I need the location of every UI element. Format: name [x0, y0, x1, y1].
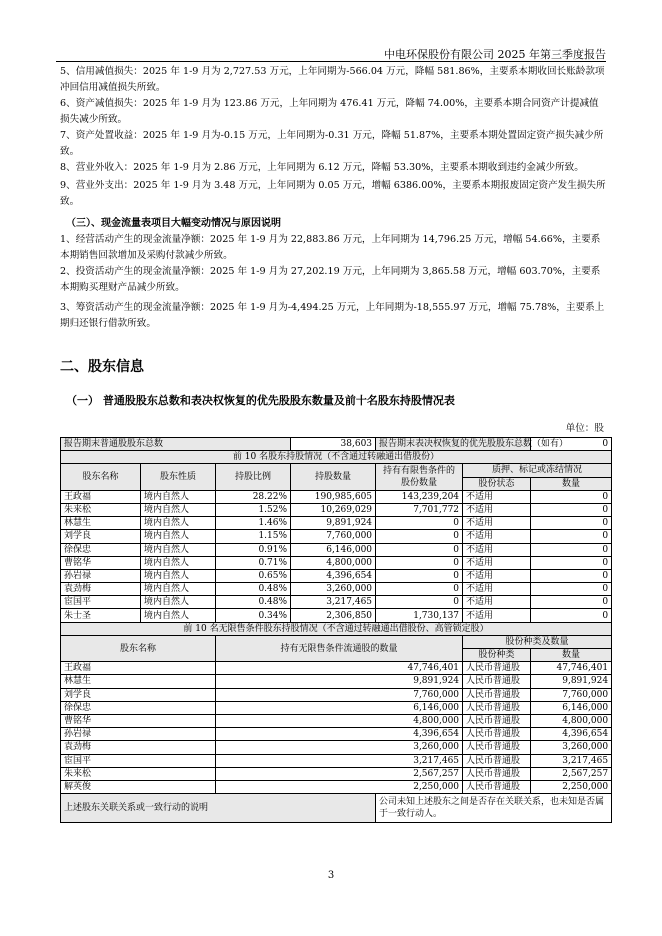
table-row [61, 714, 612, 727]
paragraph-investing-cashflow: 2、投资活动产生的现金流量净额：2025 年 1-9 月为 27,202.19 万元，上年同期为 3,865.58 万元，增幅 603.70%，主要系本期购买理财产品减少所致。 [60, 266, 601, 293]
paragraph-nonop-expense: 9、营业外支出：2025 年 1-9 月为 3.48 万元，上年同期为 0.05 万元，增幅 6386.00%，主要系本期报废固定资产发生损失所致。 [60, 180, 606, 207]
holder-share-type: 人民币普通股 [463, 741, 531, 754]
holder-share-type: 人民币普通股 [463, 675, 531, 688]
shareholder-count: 0 [531, 503, 612, 516]
shareholder-name: 袁劲梅 [61, 583, 141, 596]
shareholder-count: 0 [531, 530, 612, 543]
holder-count: 3,217,465 [531, 754, 612, 767]
shareholder-status: 不适用 [463, 609, 531, 622]
shareholder-restricted: 7,701,772 [376, 503, 463, 516]
holder-count: 2,567,257 [531, 767, 612, 780]
table-row [61, 583, 612, 596]
shareholder-count: 0 [531, 569, 612, 582]
shareholder-status: 不适用 [463, 583, 531, 596]
holder-share-type: 人民币普通股 [463, 688, 531, 701]
shareholder-name: 刘学良 [61, 530, 141, 543]
header2-type: 股份种类 [463, 649, 531, 662]
table-row [61, 754, 612, 767]
holder-quantity: 47,746,401 [216, 662, 463, 675]
holder-quantity: 9,891,924 [216, 675, 463, 688]
shareholder-ratio: 1.15% [216, 530, 291, 543]
shareholder-count: 0 [531, 596, 612, 609]
table-row [61, 530, 612, 543]
table-row [61, 728, 612, 741]
relation-row [61, 794, 612, 823]
holder-share-type: 人民币普通股 [463, 780, 531, 793]
holder-name: 宦国平 [61, 754, 216, 767]
holder-name: 朱来松 [61, 767, 216, 780]
holder-count: 4,396,654 [531, 728, 612, 741]
shareholders-table [60, 437, 612, 823]
holder-quantity: 3,217,465 [216, 754, 463, 767]
section-subtitle: （一） 普通股股东总数和表决权恢复的优先股股东数量及前十名股东持股情况表 [66, 394, 455, 407]
pref-holders-value: 0 [531, 438, 612, 451]
shareholder-quantity: 9,891,924 [291, 517, 376, 530]
shareholder-ratio: 0.65% [216, 569, 291, 582]
header-count: 数量 [531, 477, 612, 490]
shareholder-nature: 境内自然人 [141, 503, 216, 516]
holder-quantity: 3,260,000 [216, 741, 463, 754]
table-row [61, 609, 612, 622]
shareholder-restricted: 0 [376, 556, 463, 569]
header-status: 股份状态 [463, 477, 531, 490]
holder-name: 袁劲梅 [61, 741, 216, 754]
shareholder-name: 林慧生 [61, 517, 141, 530]
holder-name: 孙岩禄 [61, 728, 216, 741]
holder-name: 徐保忠 [61, 701, 216, 714]
unrestricted-title: 前 10 名无限售条件股东持股情况（不含通过转融通出借股份、高管锁定股） [61, 622, 612, 635]
summary-row [61, 438, 612, 451]
shareholder-quantity: 4,396,654 [291, 569, 376, 582]
holder-quantity: 4,396,654 [216, 728, 463, 741]
shareholder-name: 曹铭华 [61, 556, 141, 569]
shareholder-status: 不适用 [463, 530, 531, 543]
holder-share-type: 人民币普通股 [463, 767, 531, 780]
shareholder-name: 朱来松 [61, 503, 141, 516]
header-restricted: 持有有限售条件的股份数量 [376, 464, 463, 490]
shareholder-status: 不适用 [463, 517, 531, 530]
shareholder-count: 0 [531, 517, 612, 530]
shareholder-name: 王政福 [61, 490, 141, 503]
holder-quantity: 7,760,000 [216, 688, 463, 701]
table-row [61, 701, 612, 714]
table-row [61, 767, 612, 780]
shareholder-ratio: 0.48% [216, 596, 291, 609]
shareholder-status: 不适用 [463, 490, 531, 503]
shareholder-count: 0 [531, 609, 612, 622]
table-row [61, 675, 612, 688]
header-pledge: 质押、标记或冻结情况 [463, 464, 612, 477]
table-row [61, 688, 612, 701]
shareholder-restricted: 0 [376, 596, 463, 609]
header-name: 股东名称 [61, 464, 141, 490]
holder-quantity: 2,567,257 [216, 767, 463, 780]
holder-count: 9,891,924 [531, 675, 612, 688]
shareholder-count: 0 [531, 543, 612, 556]
shareholder-count: 0 [531, 490, 612, 503]
paragraph-nonop-income: 8、营业外收入：2025 年 1-9 月为 2.86 万元，上年同期为 6.12 万元，降幅 53.30%，主要系本期收到违约金减少所致。 [60, 162, 584, 173]
header-nature: 股东性质 [141, 464, 216, 490]
holder-share-type: 人民币普通股 [463, 701, 531, 714]
header2-quantity: 持有无限售条件流通股的数量 [216, 635, 463, 661]
header2-count: 数量 [531, 649, 612, 662]
shareholder-restricted: 143,239,204 [376, 490, 463, 503]
shareholder-nature: 境内自然人 [141, 569, 216, 582]
table-row [61, 662, 612, 675]
shareholder-ratio: 0.48% [216, 583, 291, 596]
shareholder-count: 0 [531, 556, 612, 569]
table-row [61, 741, 612, 754]
shareholder-restricted: 0 [376, 530, 463, 543]
holder-count: 7,760,000 [531, 688, 612, 701]
shareholder-ratio: 1.46% [216, 517, 291, 530]
page-header: 中电环保股份有限公司 2025 年第三季度报告 [384, 48, 606, 61]
paragraph-operating-cashflow: 1、经营活动产生的现金流量净额：2025 年 1-9 月为 22,883.86 万元，上年同期为 14,796.25 万元，增幅 54.66%，主要系本期销售回款增加及采购付款减少所致。 [60, 234, 601, 261]
holder-quantity: 2,250,000 [216, 780, 463, 793]
holder-name: 王政福 [61, 662, 216, 675]
shareholder-ratio: 1.52% [216, 503, 291, 516]
shareholder-nature: 境内自然人 [141, 517, 216, 530]
shareholder-nature: 境内自然人 [141, 543, 216, 556]
table-row [61, 780, 612, 793]
holder-quantity: 4,800,000 [216, 714, 463, 727]
header2-type-group: 股份种类及数量 [463, 635, 612, 648]
table-row [61, 490, 612, 503]
shareholder-quantity: 2,306,850 [291, 609, 376, 622]
shareholder-quantity: 7,760,000 [291, 530, 376, 543]
top10-title: 前 10 名股东持股情况（不含通过转融通出借股份） [61, 451, 612, 464]
shareholder-restricted: 0 [376, 517, 463, 530]
shareholder-ratio: 28.22% [216, 490, 291, 503]
shareholder-quantity: 3,217,465 [291, 596, 376, 609]
shareholder-quantity: 4,800,000 [291, 556, 376, 569]
holder-name: 解英俊 [61, 780, 216, 793]
shareholder-restricted: 0 [376, 569, 463, 582]
shareholder-nature: 境内自然人 [141, 609, 216, 622]
shareholder-count: 0 [531, 583, 612, 596]
shareholder-quantity: 190,985,605 [291, 490, 376, 503]
pref-holders-label: 报告期末表决权恢复的优先股股东总数（如有） [376, 438, 531, 451]
holder-quantity: 6,146,000 [216, 701, 463, 714]
paragraph-asset-impairment: 6、资产减值损失：2025 年 1-9 月为 123.86 万元，上年同期为 476.41 万元，降幅 74.00%，主要系本期合同资产计提减值损失减少所致。 [60, 98, 599, 125]
holder-share-type: 人民币普通股 [463, 754, 531, 767]
shareholder-nature: 境内自然人 [141, 490, 216, 503]
header-quantity: 持股数量 [291, 464, 376, 490]
shareholder-nature: 境内自然人 [141, 596, 216, 609]
shareholder-quantity: 3,260,000 [291, 583, 376, 596]
shareholder-status: 不适用 [463, 596, 531, 609]
total-holders-label: 报告期末普通股股东总数 [61, 438, 291, 451]
table-row [61, 543, 612, 556]
holder-count: 3,260,000 [531, 741, 612, 754]
shareholder-name: 孙岩禄 [61, 569, 141, 582]
holder-count: 47,746,401 [531, 662, 612, 675]
holder-count: 4,800,000 [531, 714, 612, 727]
shareholder-name: 徐保忠 [61, 543, 141, 556]
holder-share-type: 人民币普通股 [463, 662, 531, 675]
header-rule [56, 61, 606, 62]
table-row [61, 556, 612, 569]
shareholder-quantity: 6,146,000 [291, 543, 376, 556]
table-row [61, 503, 612, 516]
paragraph-financing-cashflow: 3、筹资活动产生的现金流量净额：2025 年 1-9 月为-4,494.25 万元，上年同期为-18,555.97 万元，增幅 75.78%，主要系上期归还银行借款所致。 [60, 302, 605, 329]
table-row [61, 569, 612, 582]
shareholder-ratio: 0.91% [216, 543, 291, 556]
section-title: 二、股东信息 [60, 359, 144, 375]
header2-name: 股东名称 [61, 635, 216, 661]
shareholder-status: 不适用 [463, 543, 531, 556]
relation-text: 公司未知上述股东之间是否存在关联关系，也未知是否属于一致行动人。 [376, 794, 612, 823]
holder-name: 刘学良 [61, 688, 216, 701]
holder-name: 林慧生 [61, 675, 216, 688]
holder-count: 6,146,000 [531, 701, 612, 714]
shareholder-ratio: 0.34% [216, 609, 291, 622]
shareholder-name: 宦国平 [61, 596, 141, 609]
shareholder-ratio: 0.71% [216, 556, 291, 569]
unit-label: 单位：股 [565, 423, 604, 434]
cashflow-title: （三）、现金流量表项目大幅变动情况与原因说明 [66, 218, 281, 229]
table-row [61, 517, 612, 530]
shareholder-quantity: 10,269,029 [291, 503, 376, 516]
holder-count: 2,250,000 [531, 780, 612, 793]
shareholder-restricted: 0 [376, 543, 463, 556]
shareholder-restricted: 1,730,137 [376, 609, 463, 622]
header-ratio: 持股比例 [216, 464, 291, 490]
shareholder-name: 朱士圣 [61, 609, 141, 622]
shareholder-nature: 境内自然人 [141, 530, 216, 543]
holder-share-type: 人民币普通股 [463, 728, 531, 741]
paragraph-credit-impairment: 5、信用减值损失：2025 年 1-9 月为 2,727.53 万元，上年同期为-566.04 万元，降幅 581.86%，主要系本期收回长账龄款项冲回信用减值损失所致。 [60, 66, 605, 93]
paragraph-asset-disposal: 7、资产处置收益：2025 年 1-9 月为-0.15 万元，上年同期为-0.31 万元，降幅 51.87%，主要系本期处置固定资产损失减少所致。 [60, 130, 604, 157]
relation-label: 上述股东关联关系或一致行动的说明 [61, 794, 376, 823]
page-number: 3 [327, 870, 335, 881]
shareholder-status: 不适用 [463, 503, 531, 516]
shareholder-status: 不适用 [463, 556, 531, 569]
shareholder-status: 不适用 [463, 569, 531, 582]
total-holders-value: 38,603 [291, 438, 376, 451]
table-row [61, 596, 612, 609]
holder-name: 曹铭华 [61, 714, 216, 727]
shareholder-nature: 境内自然人 [141, 556, 216, 569]
shareholder-restricted: 0 [376, 583, 463, 596]
shareholder-nature: 境内自然人 [141, 583, 216, 596]
holder-share-type: 人民币普通股 [463, 714, 531, 727]
